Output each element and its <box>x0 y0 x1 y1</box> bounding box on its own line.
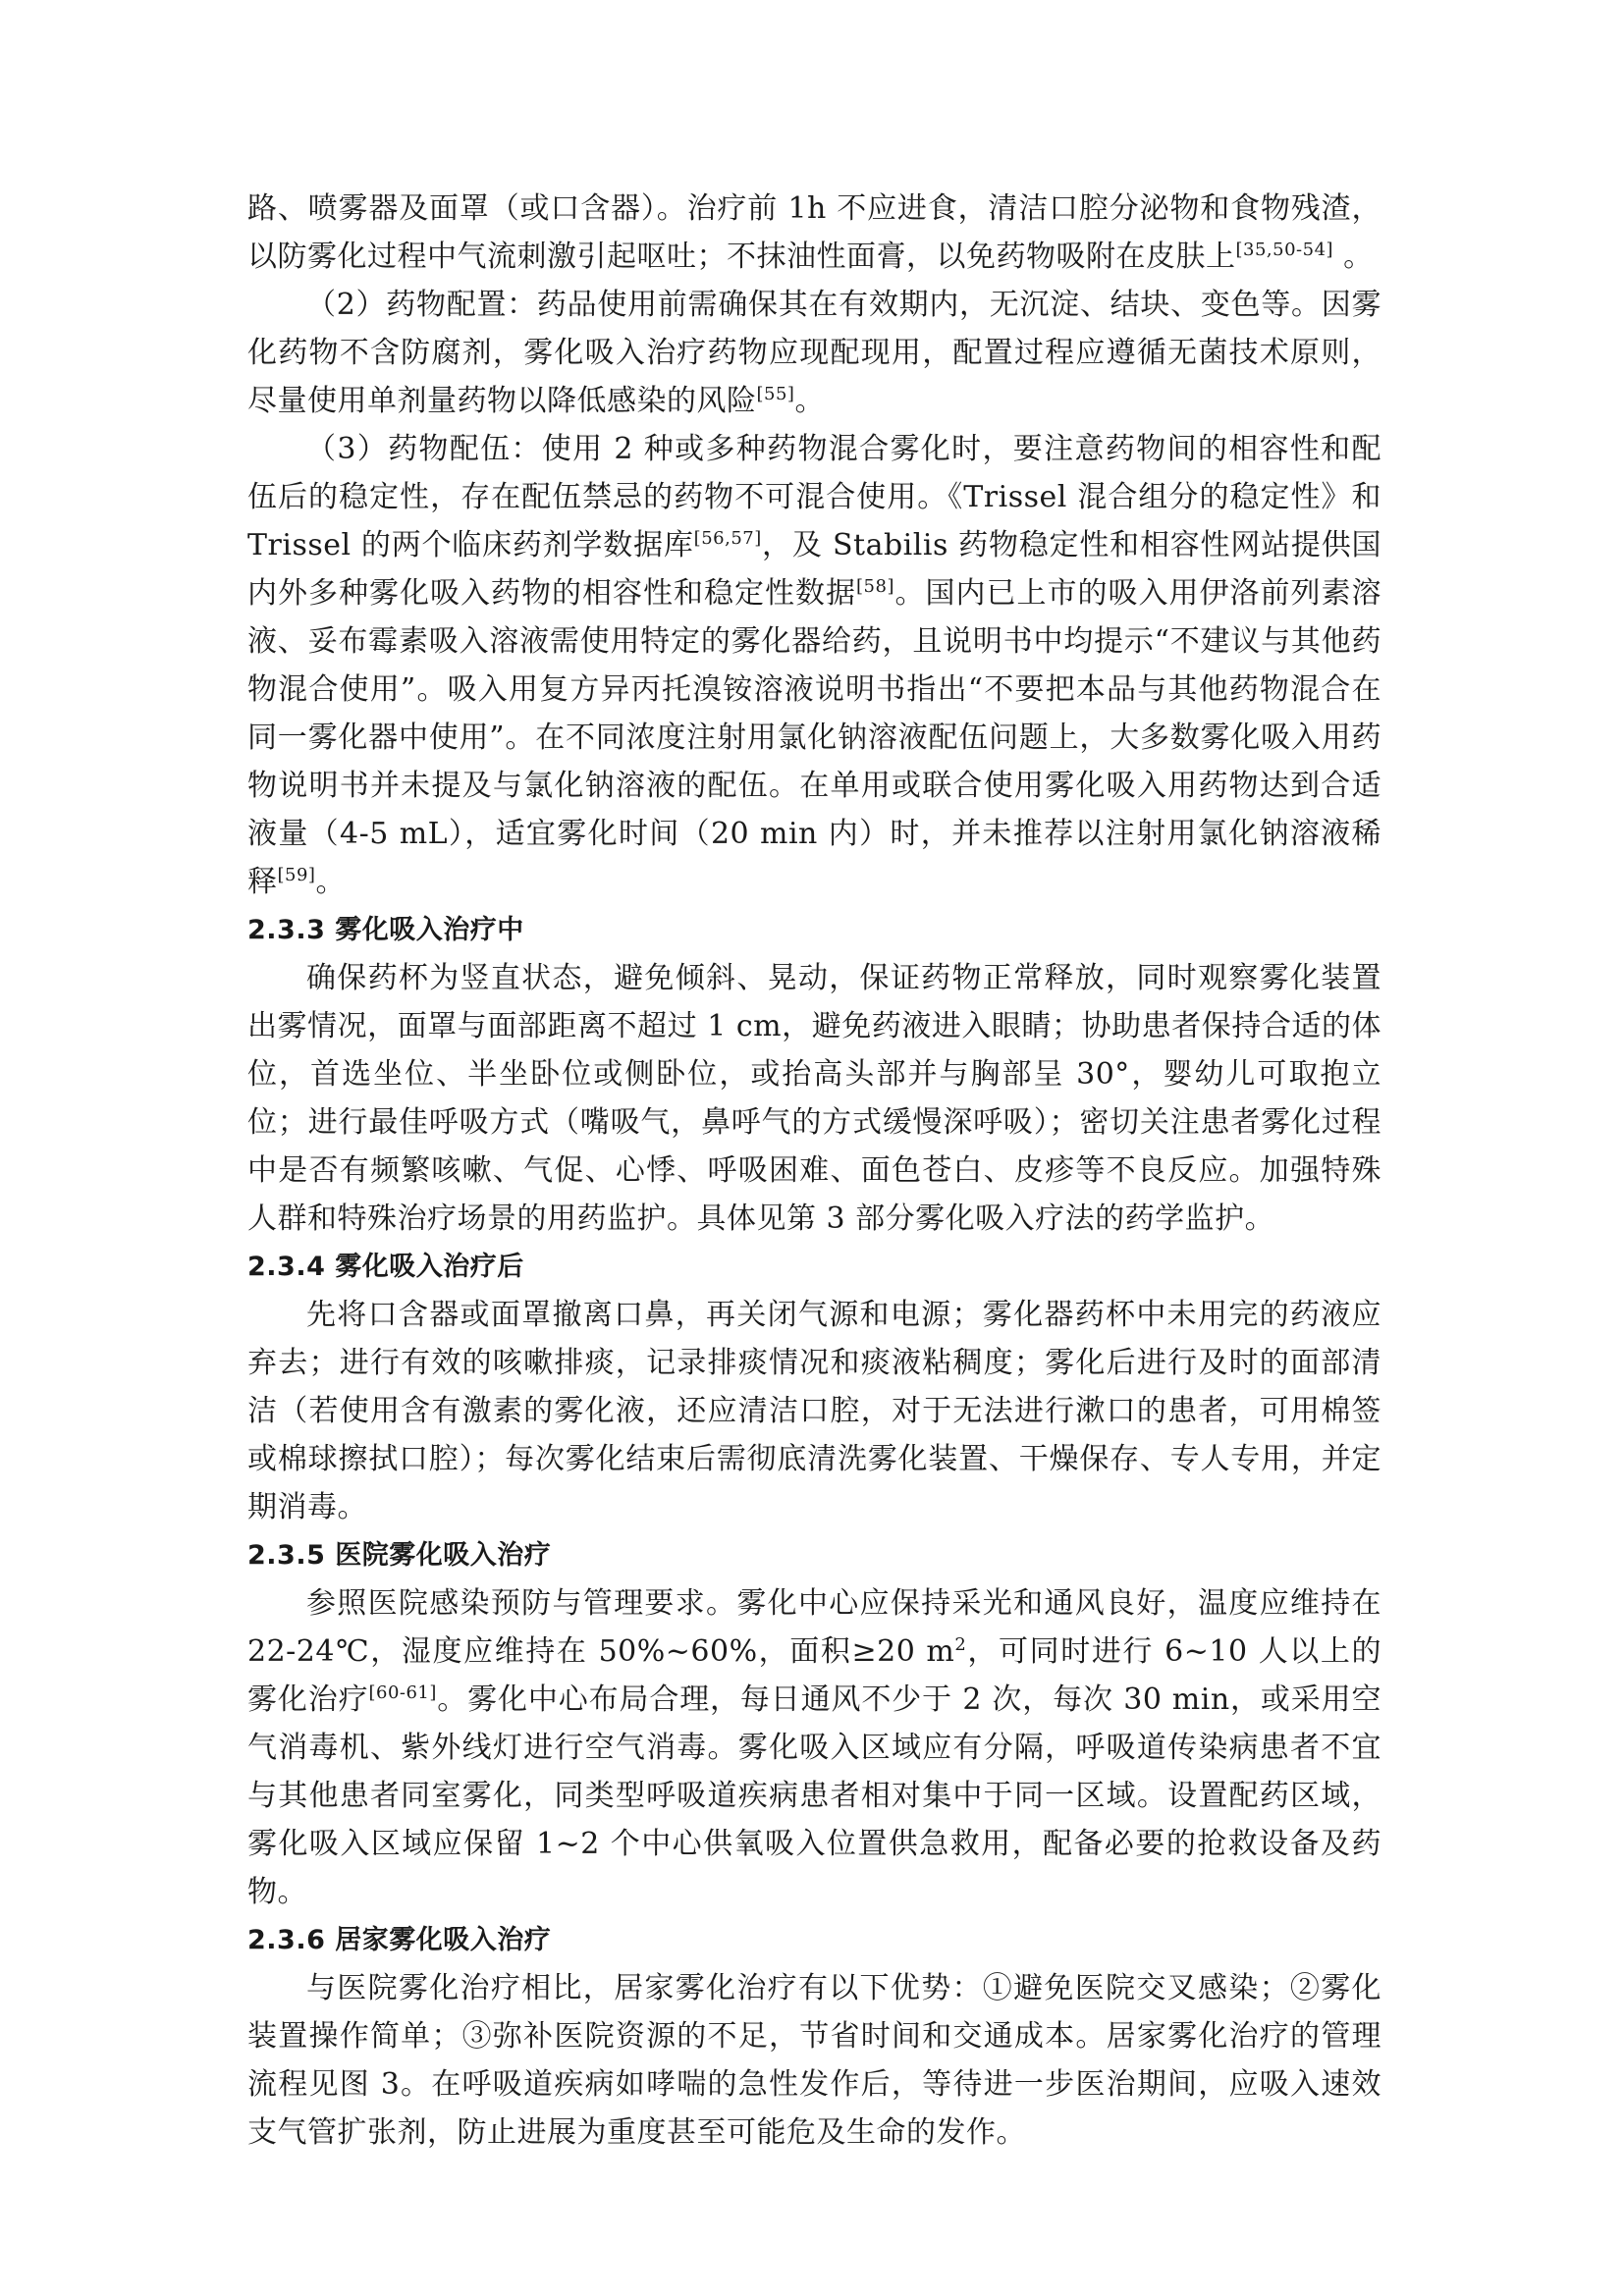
paragraph-text: ，及 Stabilis 药物稳定性和相容性网站提供国内外多种雾化吸入药物的相容性和稳定性数据 <box>247 528 1382 611</box>
paragraph-text: ，可同时进行 6~10 人以上的雾化治疗 <box>247 1634 1381 1717</box>
paragraph-text: 参照医院感染预防与管理要求。雾化中心应保持采光和通风良好，温度应维持在 22-24℃，湿度应维持在 50%~60%，面积≥20 m <box>247 1586 1381 1669</box>
document-page <box>247 185 1381 2157</box>
paragraph-text: （2）药物配置：药品使用前需确保其在有效期内，无沉淀、结块、变色等。因雾化药物不含防腐剂，雾化吸入治疗药物应现配现用，配置过程应遵循无菌技术原则，尽量使用单剂量药物以降低感染的风险 <box>247 288 1381 418</box>
paragraph-text: （3）药物配伍：使用 2 种或多种药物混合雾化时，要注意药物间的相容性和配伍后的稳定性，存在配伍禁忌的药物不可混合使用。《Trissel 混合组分的稳定性》和 Trissel 的两个临床药剂学数据库 <box>247 432 1381 562</box>
citation-ref: [55] <box>756 384 795 404</box>
section-heading-2-3-5: 2.3.5 医院雾化吸入治疗 <box>247 1540 552 1571</box>
citation-ref: [58] <box>856 576 894 597</box>
citation-ref: [60-61] <box>368 1682 437 1703</box>
unit-superscript: 2 <box>954 1634 967 1655</box>
paragraph-drug-preparation <box>247 281 1381 425</box>
paragraph-text: 。雾化中心布局合理，每日通风不少于 2 次，每次 30 min，或采用空气消毒机、紫外线灯进行空气消毒。雾化吸入区域应有分隔，呼吸道传染病患者不宜与其他患者同室雾化，同类型呼吸道疾病患者相对集中于同一区域。设置配药区域，雾化吸入区域应保留 1~2 个中心供氧吸入位置供急救用，配备必要的抢救设备及药物。 <box>247 1682 1381 1909</box>
paragraph-text: 。 <box>794 384 825 418</box>
section-body-2-3-3: 确保药杯为竖直状态，避免倾斜、晃动，保证药物正常释放，同时观察雾化装置出雾情况，面罩与面部距离不超过 1 cm，避免药液进入眼睛；协助患者保持合适的体位，首选坐位、半坐卧位或侧卧位，或抬高头部并与胸部呈 30°，婴幼儿可取抱立位；进行最佳呼吸方式（嘴吸气，鼻呼气的方式缓慢深呼吸）；密切关注患者雾化过程中是否有频繁咳嗽、气促、心悸、呼吸困难、面色苍白、皮疹等不良反应。加强特殊人群和特殊治疗场景的用药监护。具体见第 3 部分雾化吸入疗法的药学监护。 <box>247 961 1381 1236</box>
citation-ref: [56,57] <box>693 528 762 549</box>
citation-ref: [35,50-54] <box>1235 240 1334 260</box>
section-body-2-3-6: 与医院雾化治疗相比，居家雾化治疗有以下优势：①避免医院交叉感染；②雾化装置操作简单；③弥补医院资源的不足，节省时间和交通成本。居家雾化治疗的管理流程见图 3。在呼吸道疾病如哮喘的急性发作后，等待进一步医治期间，应吸入速效支气管扩张剂，防止进展为重度甚至可能危及生命的发作。 <box>247 1971 1381 2150</box>
paragraph-preparation-continued <box>247 185 1381 281</box>
paragraph-text: 。 <box>315 865 346 899</box>
paragraph-text: 路、喷雾器及面罩（或口含器）。治疗前 1h 不应进食，清洁口腔分泌物和食物残渣，以防雾化过程中气流刺激引起呕吐；不抹油性面膏，以免药物吸附在皮肤上 <box>247 191 1381 274</box>
section-body-2-3-5 <box>247 1579 1381 1916</box>
section-heading-2-3-3: 2.3.3 雾化吸入治疗中 <box>247 915 524 945</box>
paragraph-text: 。 <box>1333 240 1374 274</box>
section-body-2-3-4: 先将口含器或面罩撤离口鼻，再关闭气源和电源；雾化器药杯中未用完的药液应弃去；进行有效的咳嗽排痰，记录排痰情况和痰液粘稠度；雾化后进行及时的面部清洁（若使用含有激素的雾化液，还应清洁口腔，对于无法进行漱口的患者，可用棉签或棉球擦拭口腔）；每次雾化结束后需彻底清洗雾化装置、干燥保存、专人专用，并定期消毒。 <box>247 1298 1381 1524</box>
section-heading-2-3-6: 2.3.6 居家雾化吸入治疗 <box>247 1925 552 1955</box>
citation-ref: [59] <box>277 865 316 885</box>
section-heading-2-3-4: 2.3.4 雾化吸入治疗后 <box>247 1252 524 1282</box>
paragraph-drug-compatibility <box>247 425 1381 906</box>
paragraph-text: 。国内已上市的吸入用伊洛前列素溶液、妥布霉素吸入溶液需使用特定的雾化器给药，且说明书中均提示“不建议与其他药物混合使用”。吸入用复方异丙托溴铵溶液说明书指出“不要把本品与其他药物混合在同一雾化器中使用”。在不同浓度注射用氯化钠溶液配伍问题上，大多数雾化吸入用药物说明书并未提及与氯化钠溶液的配伍。在单用或联合使用雾化吸入用药物达到合适液量（4-5 mL），适宜雾化时间（20 min 内）时，并未推荐以注射用氯化钠溶液稀释 <box>247 576 1382 899</box>
